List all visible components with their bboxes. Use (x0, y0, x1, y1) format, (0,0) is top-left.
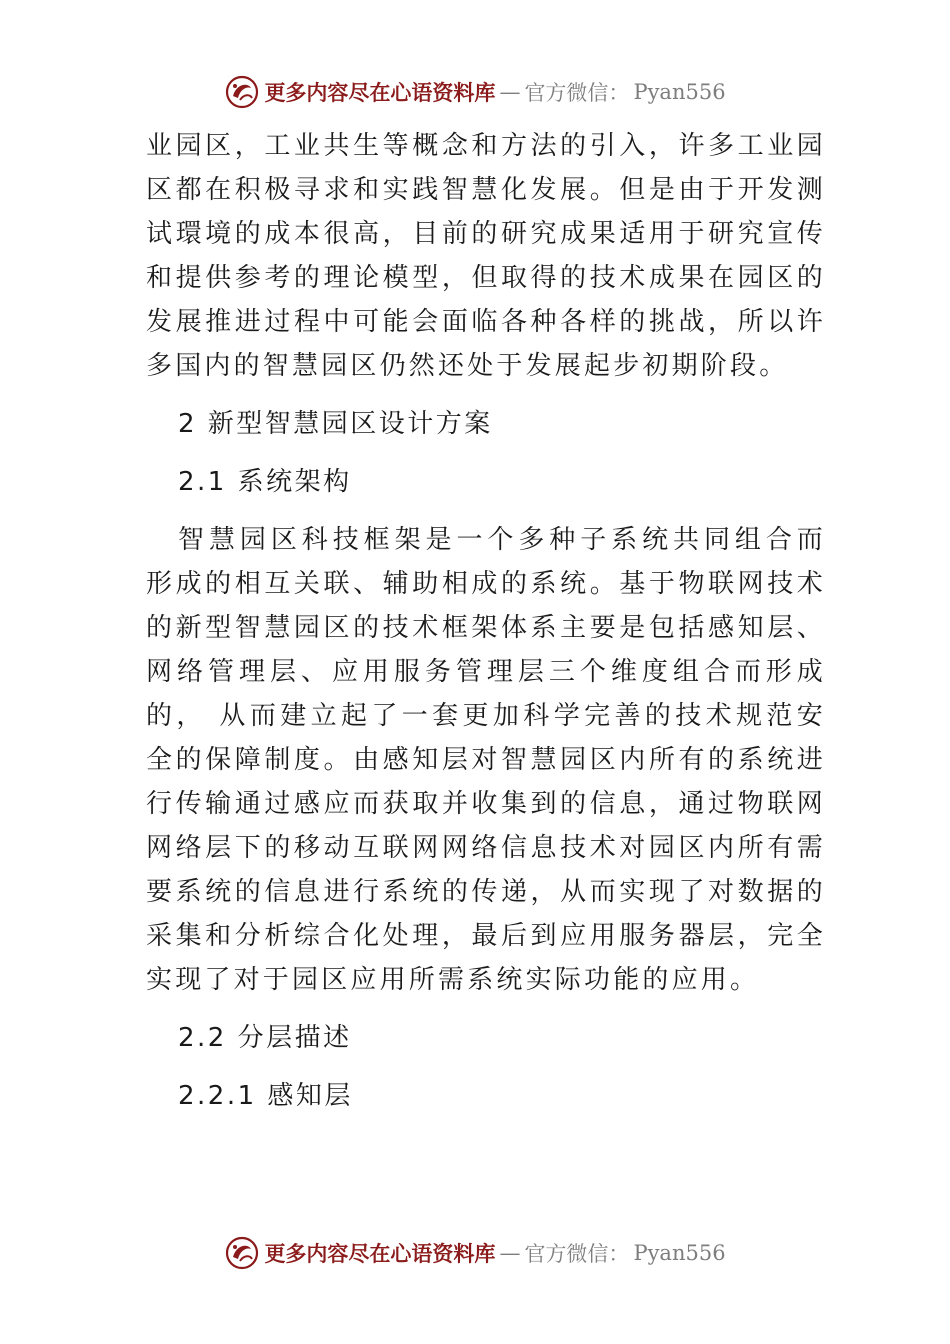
document-body (146, 124, 826, 1118)
watermark-brand-text: 更多内容尽在心语资料库 (264, 80, 496, 105)
watermark-dash: — (499, 80, 521, 104)
watermark-official-label: 官方微信： (524, 1242, 630, 1266)
section-heading-2-2: 2.2 分层描述 (178, 1023, 352, 1053)
watermark-wechat-id: Pyan556 (633, 80, 726, 104)
paragraph-system-architecture: 智慧园区科技框架是一个多种子系统共同组合而 形成的相互关联、辅助相成的系统。基于物联网技术的新型智慧园区的技术框架体系主要是包括感知层、网络管理层、应用服务管理层三个维度组合而形成的， 从而建立起了一套更加科学完善的技术规范安全的保障制度。由感知层对智慧园区内所有的系统进行传输通过感应而获取并收集到的信息，通过物联网网络层下的移动互联网网络信息技术对园区内所有需要系统的信息进行系统的传递，从而实现了对数据的采集和分析综合化处理，最后到应用服务器层，完全实现了对于园区应用所需系统实际功能的应用。 (146, 525, 826, 995)
header-watermark (0, 72, 950, 112)
watermark-wechat-id: Pyan556 (633, 1241, 726, 1265)
section-heading-2-1: 2.1 系统架构 (178, 467, 352, 497)
footer-watermark (0, 1233, 950, 1273)
section-heading-2-2-1: 2.2.1 感知层 (178, 1081, 353, 1111)
paragraph-intro: 业园区，工业共生等概念和方法的引入，许多工业园区都在积极寻求和实践智慧化发展。但是由于开发测试環境的成本很高，目前的研究成果适用于研究宣传和提供参考的理论模型，但取得的技术成果在园区的发展推进过程中可能会面临各种各样的挑战，所以许多国内的智慧园区仍然还处于发展起步初期阶段。 (146, 131, 826, 381)
brand-logo-icon (224, 1235, 260, 1271)
watermark-dash: — (499, 1241, 521, 1265)
watermark-official-label: 官方微信： (524, 81, 630, 105)
watermark-brand-text: 更多内容尽在心语资料库 (264, 1241, 496, 1266)
brand-logo-icon (224, 74, 260, 110)
section-heading-2: 2 新型智慧园区设计方案 (178, 409, 493, 439)
